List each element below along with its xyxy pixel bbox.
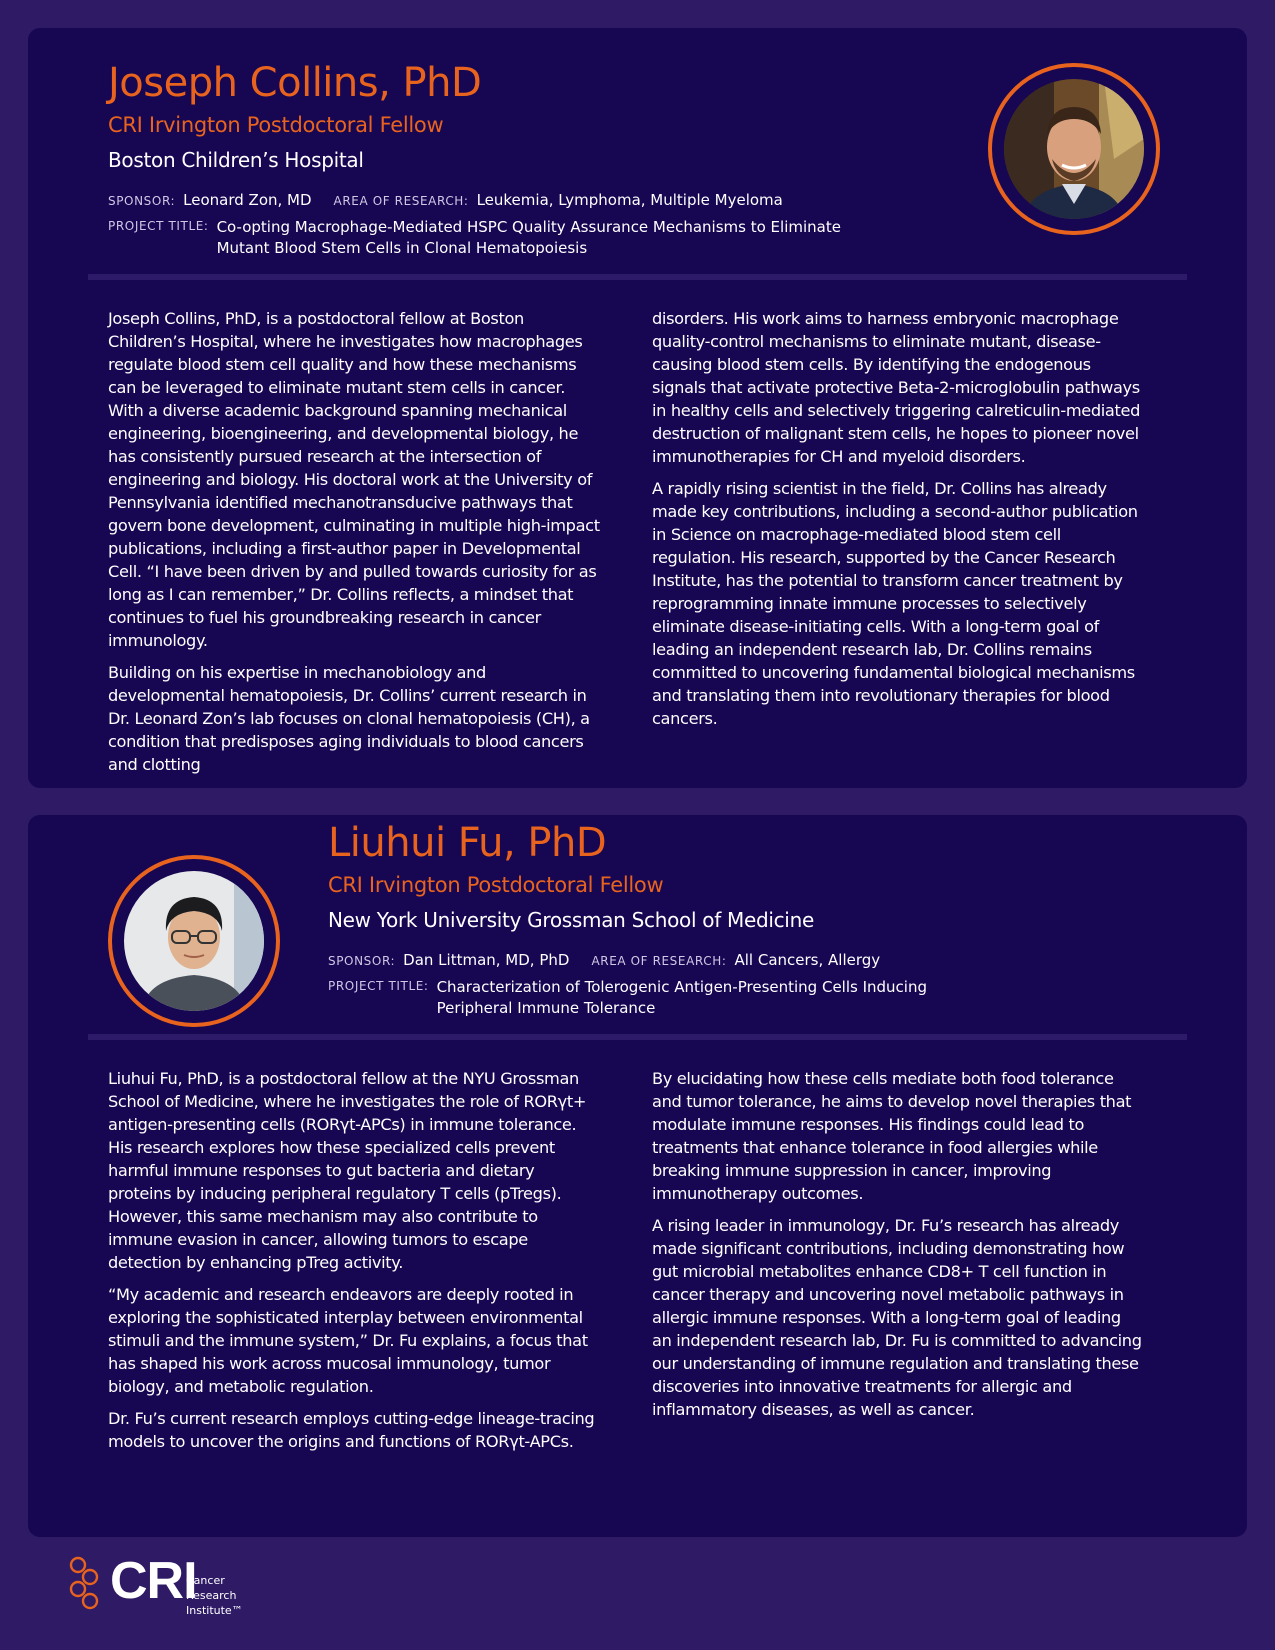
bio-paragraph: A rapidly rising scientist in the field, Dr. Collins has already made key contributions, including a second-author publication in Science on macrophage-mediated blood stem cell regulation. His research, supported by the Cancer Research Institute, has the potential to transform cancer treatment by reprogramming innate immune processes to selectively eliminate disease-initiating cells. With a long-term goal of leading an independent research lab, Dr. Collins remains committed to uncovering fundamental biological mechanisms and translating them into revolutionary therapies for blood cancers.	[652, 479, 1138, 728]
logo-sub-line: Cancer	[186, 1574, 225, 1587]
logo-sub-line: Institute™	[186, 1604, 243, 1617]
bio-paragraph: A rising leader in immunology, Dr. Fu’s research has already made significant contributions, including demonstrating how gut microbial metabolites enhance CD8+ T cell function in cancer therapy and uncovering novel metabolic pathways in allergic immune responses. With a long-term goal of leading an independent research lab, Dr. Fu is committed to advancing our understanding of immune regulation and translating these discoveries into innovative treatments for allergic and inflammatory diseases, as well as cancer.	[652, 1216, 1142, 1419]
fellow-name: Joseph Collins, PhD	[108, 60, 482, 106]
bio-paragraph: Building on his expertise in mechanobiology and developmental hematopoiesis, Dr. Collins’ current research in Dr. Leonard Zon’s lab focuses on clonal hematopoiesis (CH), a condition that predisposes aging individuals to blood cancers and clotting	[108, 663, 590, 774]
portrait-photo	[108, 855, 280, 1027]
bio-column-right	[652, 307, 1145, 739]
fellow-role: CRI Irvington Postdoctoral Fellow	[328, 873, 664, 897]
sponsor-label: SPONSOR:	[328, 954, 396, 968]
portrait-photo-collins	[1004, 79, 1144, 219]
project-title-label: PROJECT TITLE:	[328, 979, 429, 993]
sponsor-area-line	[108, 191, 783, 209]
bio-paragraph: disorders. His work aims to harness embryonic macrophage quality-control mechanisms to eliminate mutant, disease-causing blood stem cells. By identifying the endogenous signals that activate protective Beta-2-microglobulin pathways in healthy cells and selectively triggering calreticulin-mediated destruction of malignant stem cells, he hopes to pioneer novel immunotherapies for CH and myeloid disorders.	[652, 309, 1141, 466]
cri-logo-text: CRI	[110, 1552, 197, 1610]
bio-paragraph: “My academic and research endeavors are deeply rooted in exploring the sophisticated interplay between environmental stimuli and the immune system,” Dr. Fu explains, a focus that has shaped his work across mucosal immunology, tumor biology, and metabolic regulation.	[108, 1285, 588, 1396]
area-label: AREA OF RESEARCH:	[333, 194, 469, 208]
fellow-role: CRI Irvington Postdoctoral Fellow	[108, 113, 444, 137]
logo-sub-line: Research	[186, 1589, 237, 1602]
bio-paragraph: Dr. Fu’s current research employs cutting-edge lineage-tracing models to uncover the origins and functions of RORγt-APCs.	[108, 1409, 595, 1451]
cri-logo-subtitle	[186, 1573, 266, 1618]
bio-paragraph: Joseph Collins, PhD, is a postdoctoral fellow at Boston Children’s Hospital, where he investigates how macrophages regulate blood stem cell quality and how these mechanisms can be leveraged to eliminate mutant stem cells in cancer. With a diverse academic background spanning mechanical engineering, bioengineering, and developmental biology, he has consistently pursued research at the intersection of engineering and biology. His doctoral work at the University of Pennsylvania identified mechanotransducive pathways that govern bone development, culminating in multiple high-impact publications, including a first-author paper in Developmental Cell. “I have been driven by and pulled towards curiosity for as long as I can remember,” Dr. Collins reflects, a mindset that continues to fuel his groundbreaking research in cancer immunology.	[108, 309, 600, 650]
bio-column-left	[108, 307, 601, 785]
portrait-photo-fu	[124, 871, 264, 1011]
sponsor-label: SPONSOR:	[108, 194, 176, 208]
area-value: Leukemia, Lymphoma, Multiple Myeloma	[476, 191, 783, 209]
project-title-value: Characterization of Tolerogenic Antigen-Presenting Cells Inducing Peripheral Immune Tolerance	[436, 978, 927, 1017]
bio-column-right	[652, 1067, 1145, 1430]
fellow-card-fu	[28, 815, 1247, 1537]
project-title-label: PROJECT TITLE:	[108, 219, 209, 233]
cri-hexagon-logo-icon	[68, 1555, 108, 1615]
fellow-card-collins	[28, 28, 1247, 788]
project-title-block	[328, 977, 1028, 1019]
fellow-institution: Boston Children’s Hospital	[108, 148, 364, 172]
sponsor-value: Dan Littman, MD, PhD	[403, 951, 570, 969]
project-title-block	[108, 217, 908, 259]
area-label: AREA OF RESEARCH:	[591, 954, 727, 968]
fellow-name: Liuhui Fu, PhD	[328, 820, 607, 866]
sponsor-area-line	[328, 951, 880, 969]
portrait-photo	[988, 63, 1160, 235]
section-divider	[88, 1034, 1187, 1040]
fellow-institution: New York University Grossman School of Medicine	[328, 908, 814, 932]
bio-paragraph: Liuhui Fu, PhD, is a postdoctoral fellow at the NYU Grossman School of Medicine, where he investigates the role of RORγt+ antigen-presenting cells (RORγt-APCs) in immune tolerance. His research explores how these specialized cells prevent harmful immune responses to gut bacteria and dietary proteins by inducing peripheral regulatory T cells (pTregs). However, this same mechanism may also contribute to immune evasion in cancer, allowing tumors to escape detection by enhancing pTreg activity.	[108, 1069, 587, 1272]
project-title-value: Co-opting Macrophage-Mediated HSPC Quality Assurance Mechanisms to Eliminate Mutant Blood Stem Cells in Clonal Hematopoiesis	[216, 218, 841, 257]
area-value: All Cancers, Allergy	[734, 951, 881, 969]
sponsor-value: Leonard Zon, MD	[183, 191, 312, 209]
section-divider	[88, 274, 1187, 280]
bio-paragraph: By elucidating how these cells mediate both food tolerance and tumor tolerance, he aims to develop novel therapies that modulate immune responses. His findings could lead to treatments that enhance tolerance in food allergies while breaking immune suppression in cancer, improving immunotherapy outcomes.	[652, 1069, 1132, 1203]
bio-column-left	[108, 1067, 601, 1462]
